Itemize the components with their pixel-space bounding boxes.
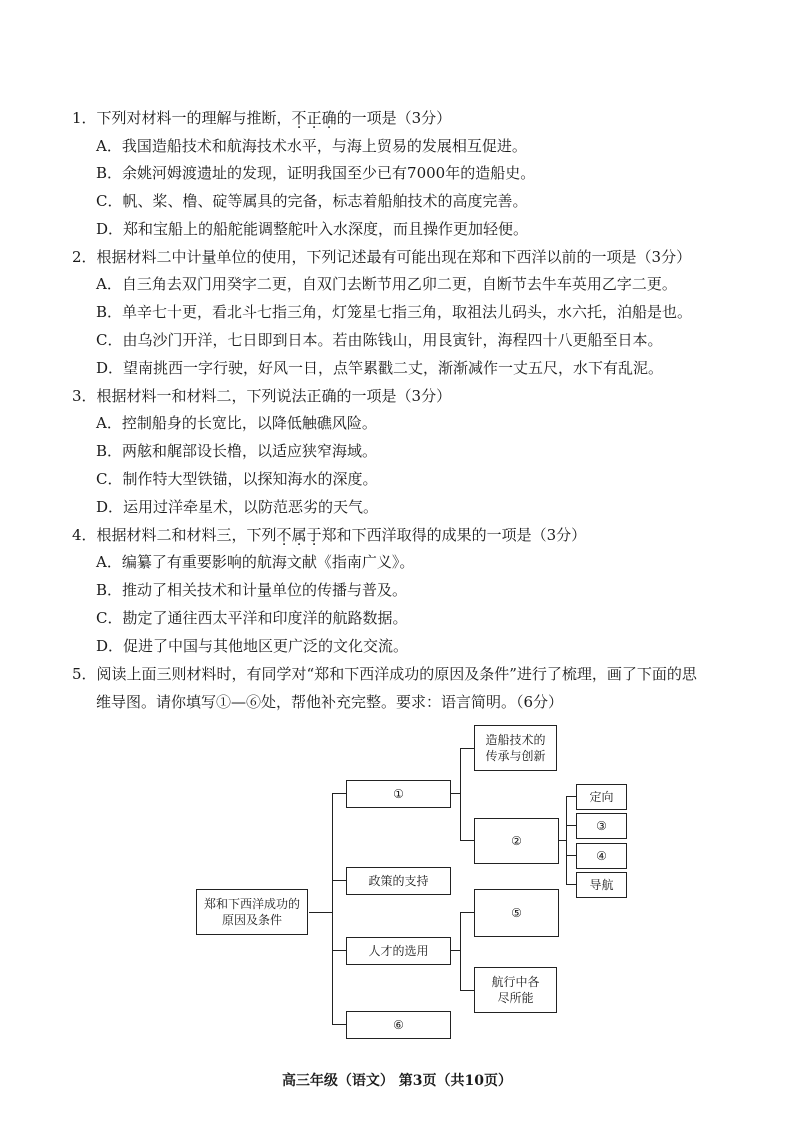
question-5-stem-line-1: 5．阅读上面三则材料时，有同学对“郑和下西洋成功的原因及条件”进行了梳理，画了下面的思 xyxy=(72,665,697,683)
mindmap-blank-5: ⑤ xyxy=(474,889,559,937)
page-footer: 高三年级（语文） 第3页（共10页） xyxy=(281,1073,513,1089)
question-4-option-b: B．推动了相关技术和计量单位的传播与普及。 xyxy=(96,581,408,599)
question-1-option-d: D．郑和宝船上的船舵能调整舵叶入水深度，而且操作更加轻便。 xyxy=(96,220,529,238)
connector-d1 xyxy=(566,796,576,797)
connector-root xyxy=(309,912,332,913)
question-4-stem: 4．根据材料二和材料三，下列不属于郑和下西洋取得的成果的一项是（3分） xyxy=(72,526,587,544)
question-3-option-a: A．控制船身的长宽比，以降低触礁风险。 xyxy=(96,414,377,432)
emphasis-char: 确 xyxy=(321,109,337,127)
question-4-option-d: D．促进了中国与其他地区更广泛的文化交流。 xyxy=(96,637,409,655)
question-3-option-d: D．运用过洋牵星术，以防范恶劣的天气。 xyxy=(96,498,379,516)
question-2-option-a: A．自三角去双门用癸字二更，自双门去断节用乙卯二更，自断节去牛车英用乙字二更。 xyxy=(96,275,677,293)
question-3-stem: 3．根据材料一和材料二，下列说法正确的一项是（3分） xyxy=(72,387,452,405)
question-1-option-c: C．帆、桨、橹、碇等属具的完备，标志着船舶技术的高度完善。 xyxy=(96,192,528,210)
mindmap-blank-2: ② xyxy=(474,818,559,864)
connector-d4 xyxy=(566,884,576,885)
question-1-stem: 1．下列对材料一的理解与推断，不正确的一项是（3分） xyxy=(72,109,452,127)
emphasis-char: 属 xyxy=(291,526,307,544)
mindmap-branch-policy: 政策的支持 xyxy=(346,867,451,895)
connector-c5 xyxy=(460,912,474,913)
question-2-option-d: D．望南挑西一字行驶，好风一日，点竿累戳二丈，渐渐减作一丈五尺，水下有乱泥。 xyxy=(96,359,664,377)
connector-c2-trunk xyxy=(566,796,567,884)
question-1-emphasis xyxy=(292,109,337,127)
question-4-option-c: C．勘定了通往西太平洋和印度洋的航路数据。 xyxy=(96,609,408,627)
question-4-emphasis xyxy=(277,526,322,544)
question-3-option-c: C．制作特大型铁锚，以探知海水的深度。 xyxy=(96,470,378,488)
connector-c2 xyxy=(460,840,474,841)
connector-b2 xyxy=(332,880,346,881)
mindmap-branch-6: ⑥ xyxy=(346,1011,451,1039)
question-4-option-a: A．编纂了有重要影响的航海文献《指南广义》。 xyxy=(96,553,415,571)
connector-b4 xyxy=(332,1024,346,1025)
question-2-stem: 2．根据材料二中计量单位的使用，下列记述最有可能出现在郑和下西洋以前的一项是（3分） xyxy=(72,248,692,266)
connector-c1 xyxy=(460,748,474,749)
connector-b1 xyxy=(332,793,346,794)
mindmap-branch-1: ① xyxy=(346,780,451,808)
mindmap-blank-3: ③ xyxy=(576,813,627,839)
emphasis-char: 不 xyxy=(291,109,307,127)
emphasis-char: 正 xyxy=(306,109,322,127)
connector-b1-trunk xyxy=(460,748,461,840)
emphasis-char: 于 xyxy=(306,526,322,544)
mindmap-navigation-duty: 航行中各尽所能 xyxy=(474,967,557,1013)
question-5-stem-line-2: 维导图。请你填写①—⑥处，帮他补充完整。要求：语言简明。（6分） xyxy=(96,693,564,711)
connector-c6 xyxy=(460,990,474,991)
mindmap-shipbuilding: 造船技术的传承与创新 xyxy=(474,725,557,771)
connector-main-trunk xyxy=(332,793,333,1024)
connector-b3-trunk xyxy=(460,912,461,990)
connector-b3 xyxy=(332,950,346,951)
mindmap-orientation: 定向 xyxy=(576,784,627,810)
emphasis-char: 不 xyxy=(276,526,292,544)
mindmap-branch-talent: 人才的选用 xyxy=(346,937,451,965)
connector-d2 xyxy=(566,825,576,826)
question-1-option-b: B．余姚河姆渡遗址的发现，证明我国至少已有7000年的造船史。 xyxy=(96,164,536,182)
mindmap-root: 郑和下西洋成功的原因及条件 xyxy=(196,889,308,935)
mindmap-blank-4: ④ xyxy=(576,843,627,869)
connector-d3 xyxy=(566,855,576,856)
question-2-option-c: C．由乌沙门开洋，七日即到日本。若由陈钱山，用艮寅针，海程四十八更船至日本。 xyxy=(96,331,663,349)
question-3-option-b: B．两舷和艉部设长橹，以适应狭窄海域。 xyxy=(96,442,378,460)
question-1-option-a: A．我国造船技术和航海技术水平，与海上贸易的发展相互促进。 xyxy=(96,137,527,155)
question-2-option-b: B．单辛七十更，看北斗七指三角，灯笼星七指三角，取祖法儿码头，水六托，泊船是也。 xyxy=(96,303,693,321)
mindmap-guidance: 导航 xyxy=(576,872,627,898)
